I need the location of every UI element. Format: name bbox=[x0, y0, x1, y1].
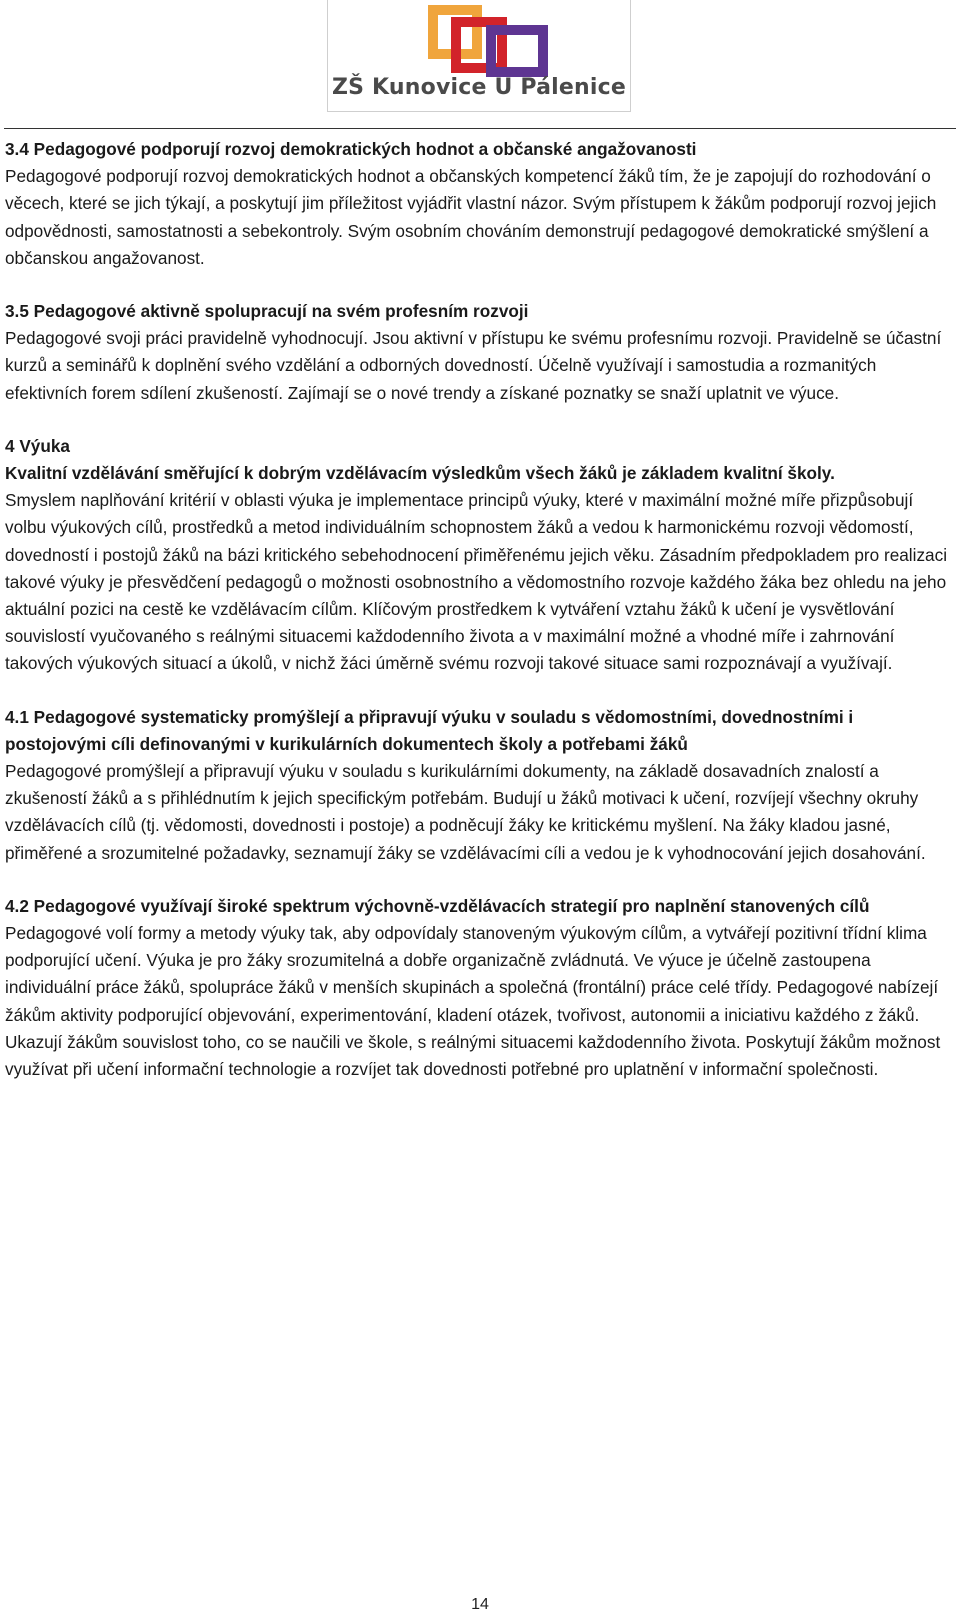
section-4-1-paragraph: Pedagogové promýšlejí a připravují výuku v souladu s kurikulárními dokumenty, na základě dosavadních znalostí a zkušeností žáků a s přihlédnutím k jejich specifickým potřebám. Budují u žáků motivaci k učení, rozvíjejí všechny okruhy vzdělávacích cílů (tj. vědomosti, dovednosti i postoje) a podněcují žáky ke kritickému myšlení. Na žáky kladou jasné, přiměřené a srozumitelné požadavky, seznamují žáky se vzdělávacími cíli a vedou je k vyhodnocování jejich dosahování. bbox=[5, 761, 926, 863]
school-logo bbox=[327, 0, 631, 112]
section-4-1-heading: 4.1 Pedagogové systematicky promýšlejí a připravují výuku v souladu s vědomostními, dovednostními i postojovými cíli definovanými v kurikulárních dokumentech školy a potřebami žáků bbox=[5, 706, 854, 754]
document-body bbox=[5, 136, 955, 1083]
section-4-2-heading: 4.2 Pedagogové využívají široké spektrum výchovně-vzdělávacích strategií pro naplnění stanovených cílů bbox=[5, 895, 870, 916]
section-4-heading: 4 Výuka bbox=[5, 435, 70, 456]
section-4-subheading: Kvalitní vzdělávání směřující k dobrým vzdělávacím výsledkům všech žáků je základem kvalitní školy. bbox=[5, 463, 835, 484]
section-3-4-heading: 3.4 Pedagogové podporují rozvoj demokratických hodnot a občanské angažovanosti bbox=[5, 139, 697, 159]
section-3-4-paragraph: Pedagogové podporují rozvoj demokratických hodnot a občanských kompetencí žáků tím, že je zapojují do rozhodování o věcech, které se jich týkají, a poskytují jim příležitost vyjádřit vlastní názor. Svým přístupem k žákům podporují rozvoj jejich odpovědnosti, samostatnosti a sebekontroly. Svým osobním chováním demonstrují pedagogové demokratické smýšlení a občanskou angažovanost. bbox=[5, 166, 937, 268]
section-3-5-heading: 3.5 Pedagogové aktivně spolupracují na svém profesním rozvoji bbox=[5, 301, 529, 322]
section-4-2-paragraph: Pedagogové volí formy a metody výuky tak, aby odpovídaly stanoveným výukovým cílům, a vytvářejí pozitivní třídní klima podporující učení. Výuka je pro žáky srozumitelná a dobře organizačně zvládnutá. Ve výuce je účelně zastoupena individuální práce žáků, spolupráce žáků v menších skupinách a společná (frontální) práce celé třídy. Pedagogové nabízejí žákům aktivity podporující objevování, experimentování, kladení otázek, tvořivost, autonomii a iniciativu každého z žáků. Ukazují žákům souvislost toho, co se naučili ve škole, s reálnými situacemi každodenního života. Poskytují žákům možnost využívat při učení informační technologie a rozvíjet tak dovednosti potřebné pro uplatnění v informační společnosti. bbox=[5, 923, 941, 1080]
header-divider bbox=[4, 128, 956, 129]
section-4-paragraph: Smyslem naplňování kritérií v oblasti výuka je implementace principů výuky, které v maximální možné míře přizpůsobují volbu výukových cílů, prostředků a metod individuálním schopnostem žáků a vedou k harmonickému rozvoji vědomostí, dovedností i postojů žáků na bázi kritického sebehodnocení přiměřenému jejich věku. Zásadním předpokladem pro realizaci takové výuky je přesvědčení pedagogů o možnosti osobnostního a vědomostního rozvoje každého žáka bez ohledu na jeho aktuální pozici na cestě ke vzdělávacím cílům. Klíčovým prostředkem k vytváření vztahu žáků k učení je vysvětlování souvislostí vyučovaného s reálnými situacemi každodenního života a v maximální možné a vhodné míře i zahrnování takových výukových situací a úkolů, v nichž žáci úměrně svému rozvoji takové situace sami rozpoznávají a využívají. bbox=[5, 490, 948, 674]
page-number: 14 bbox=[471, 1596, 489, 1613]
section-3-5-paragraph: Pedagogové svoji práci pravidelně vyhodnocují. Jsou aktivní v přístupu ke svému profesnímu rozvoji. Pravidelně se účastní kurzů a seminářů k doplnění svého vzdělání a odborných dovedností. Účelně využívají i samostudia a rozmanitých efektivních forem sdílení zkušeností. Zajímají se o nové trendy a získané poznatky se snaží uplatnit ve výuce. bbox=[5, 328, 942, 403]
logo-text: ZŠ Kunovice U Pálenice bbox=[332, 75, 626, 100]
